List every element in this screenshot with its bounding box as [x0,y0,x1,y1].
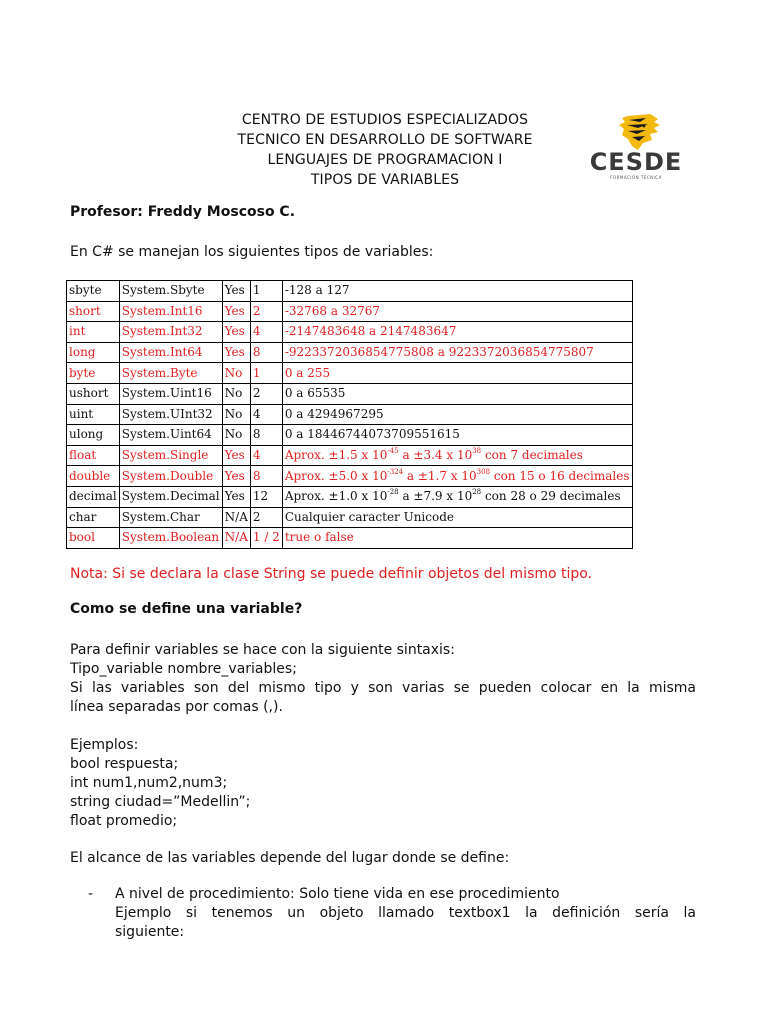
range-text: Aprox. ±1.5 x 10 [284,448,388,463]
flag-cell: No [222,363,250,384]
table-row [67,445,633,466]
range-exponent: 38 [472,447,482,456]
bytes-cell: 8 [250,466,282,487]
system-type-cell: System.Int16 [119,301,222,322]
table-row [67,363,633,384]
system-type-cell: System.Decimal [119,486,222,507]
flag-cell: N/A [222,507,250,528]
bytes-cell: 4 [250,445,282,466]
range-exponent: -324 [387,467,404,476]
table-row [67,322,633,343]
system-type-cell: System.Double [119,466,222,487]
bullet-line-example: Ejemplo si tenemos un objeto llamado textbox1 la definición sería la [115,905,696,921]
system-type-cell: System.Char [119,507,222,528]
range-cell [282,445,632,466]
range-text: con 7 decimales [481,448,583,463]
header-line-program: TECNICO EN DESARROLLO DE SOFTWARE [237,132,533,148]
type-cell: byte [67,363,120,384]
bytes-cell: 2 [250,301,282,322]
syntax-line-commas: línea separadas por comas (,). [70,699,283,715]
flag-cell: Yes [222,281,250,302]
flag-cell: Yes [222,322,250,343]
bullet-text [115,885,696,942]
type-cell: decimal [67,486,120,507]
range-cell: -2147483648 a 2147483647 [282,322,632,343]
bytes-cell: 8 [250,425,282,446]
range-exponent: -28 [387,488,399,497]
bytes-cell: 8 [250,342,282,363]
system-type-cell: System.UInt32 [119,404,222,425]
range-text: con 28 o 29 decimales [481,489,621,504]
flag-cell: Yes [222,342,250,363]
example-line: float promedio; [70,813,178,829]
type-cell: long [67,342,120,363]
header-line-course: LENGUAJES DE PROGRAMACION I [267,152,503,168]
bytes-cell: 1 [250,281,282,302]
bytes-cell: 12 [250,486,282,507]
logo-tagline: FORMACION TECNICA [610,175,662,180]
bytes-cell: 1 [250,363,282,384]
range-cell: 0 a 255 [282,363,632,384]
system-type-cell: System.Single [119,445,222,466]
range-exponent: -45 [387,447,399,456]
table-row [67,486,633,507]
range-text: a ±7.9 x 10 [398,489,473,504]
table-row [67,507,633,528]
document-header [180,110,590,190]
lion-icon [588,113,684,153]
type-cell: short [67,301,120,322]
range-cell [282,466,632,487]
variable-types-table [66,280,633,549]
type-cell: int [67,322,120,343]
table-row [67,425,633,446]
type-cell: sbyte [67,281,120,302]
scope-text: El alcance de las variables depende del lugar donde se define: [70,850,510,866]
flag-cell: Yes [222,486,250,507]
system-type-cell: System.Byte [119,363,222,384]
range-cell: -9223372036854775808 a 9223372036854775807 [282,342,632,363]
syntax-line-multiple: Si las variables son del mismo tipo y son varias se pueden colocar en la misma [70,680,696,696]
system-type-cell: System.Uint64 [119,425,222,446]
flag-cell: Yes [222,466,250,487]
range-cell: Cualquier caracter Unicode [282,507,632,528]
syntax-paragraph [70,641,696,717]
bytes-cell: 2 [250,507,282,528]
type-cell: bool [67,528,120,549]
table-row [67,466,633,487]
logo-wordmark: CESDE [589,148,683,176]
nota-text: Nota: Si se declara la clase String se puede definir objetos del mismo tipo. [70,566,593,582]
range-cell: -128 a 127 [282,281,632,302]
example-line: int num1,num2,num3; [70,775,228,791]
syntax-line-format: Tipo_variable nombre_variables; [70,661,297,677]
range-exponent: 308 [476,467,491,476]
header-line-institution: CENTRO DE ESTUDIOS ESPECIALIZADOS [241,112,529,128]
range-cell: 0 a 18446744073709551615 [282,425,632,446]
profesor-line: Profesor: Freddy Moscoso C. [70,204,296,220]
table-row [67,281,633,302]
bullet-line-continuation: siguiente: [115,924,185,940]
bytes-cell: 4 [250,404,282,425]
flag-cell: No [222,383,250,404]
range-text: a ±3.4 x 10 [398,448,473,463]
examples-block [70,736,250,831]
range-exponent: 28 [472,488,482,497]
system-type-cell: System.Int64 [119,342,222,363]
table-row [67,301,633,322]
flag-cell: No [222,425,250,446]
bytes-cell: 4 [250,322,282,343]
type-cell: double [67,466,120,487]
syntax-line-intro: Para definir variables se hace con la siguiente sintaxis: [70,642,455,658]
range-cell: 0 a 4294967295 [282,404,632,425]
range-cell [282,486,632,507]
example-line: string ciudad=”Medellin”; [70,794,251,810]
table-row [67,342,633,363]
range-text: con 15 o 16 decimales [490,468,630,483]
range-cell: true o false [282,528,632,549]
system-type-cell: System.Uint16 [119,383,222,404]
system-type-cell: System.Int32 [119,322,222,343]
bytes-cell: 2 [250,383,282,404]
flag-cell: N/A [222,528,250,549]
range-text: Aprox. ±1.0 x 10 [284,489,388,504]
type-cell: float [67,445,120,466]
system-type-cell: System.Sbyte [119,281,222,302]
system-type-cell: System.Boolean [119,528,222,549]
table-row [67,383,633,404]
bytes-cell: 1 / 2 [250,528,282,549]
example-line: bool respuesta; [70,756,179,772]
table-row [67,528,633,549]
section-heading-variable: Como se define una variable? [70,601,303,617]
table-row [67,404,633,425]
flag-cell: Yes [222,301,250,322]
examples-title: Ejemplos: [70,737,139,753]
intro-text: En C# se manejan los siguientes tipos de variables: [70,244,434,260]
bullet-line-title: A nivel de procedimiento: Solo tiene vida en ese procedimiento [115,886,560,902]
range-cell: -32768 a 32767 [282,301,632,322]
bullet-dash: - [88,886,94,902]
type-cell: ushort [67,383,120,404]
flag-cell: No [222,404,250,425]
type-cell: char [67,507,120,528]
type-cell: ulong [67,425,120,446]
range-cell: 0 a 65535 [282,383,632,404]
range-text: Aprox. ±5.0 x 10 [284,468,388,483]
type-cell: uint [67,404,120,425]
cesde-logo [588,113,684,181]
header-line-topic: TIPOS DE VARIABLES [310,172,460,188]
flag-cell: Yes [222,445,250,466]
range-text: a ±1.7 x 10 [403,468,477,483]
